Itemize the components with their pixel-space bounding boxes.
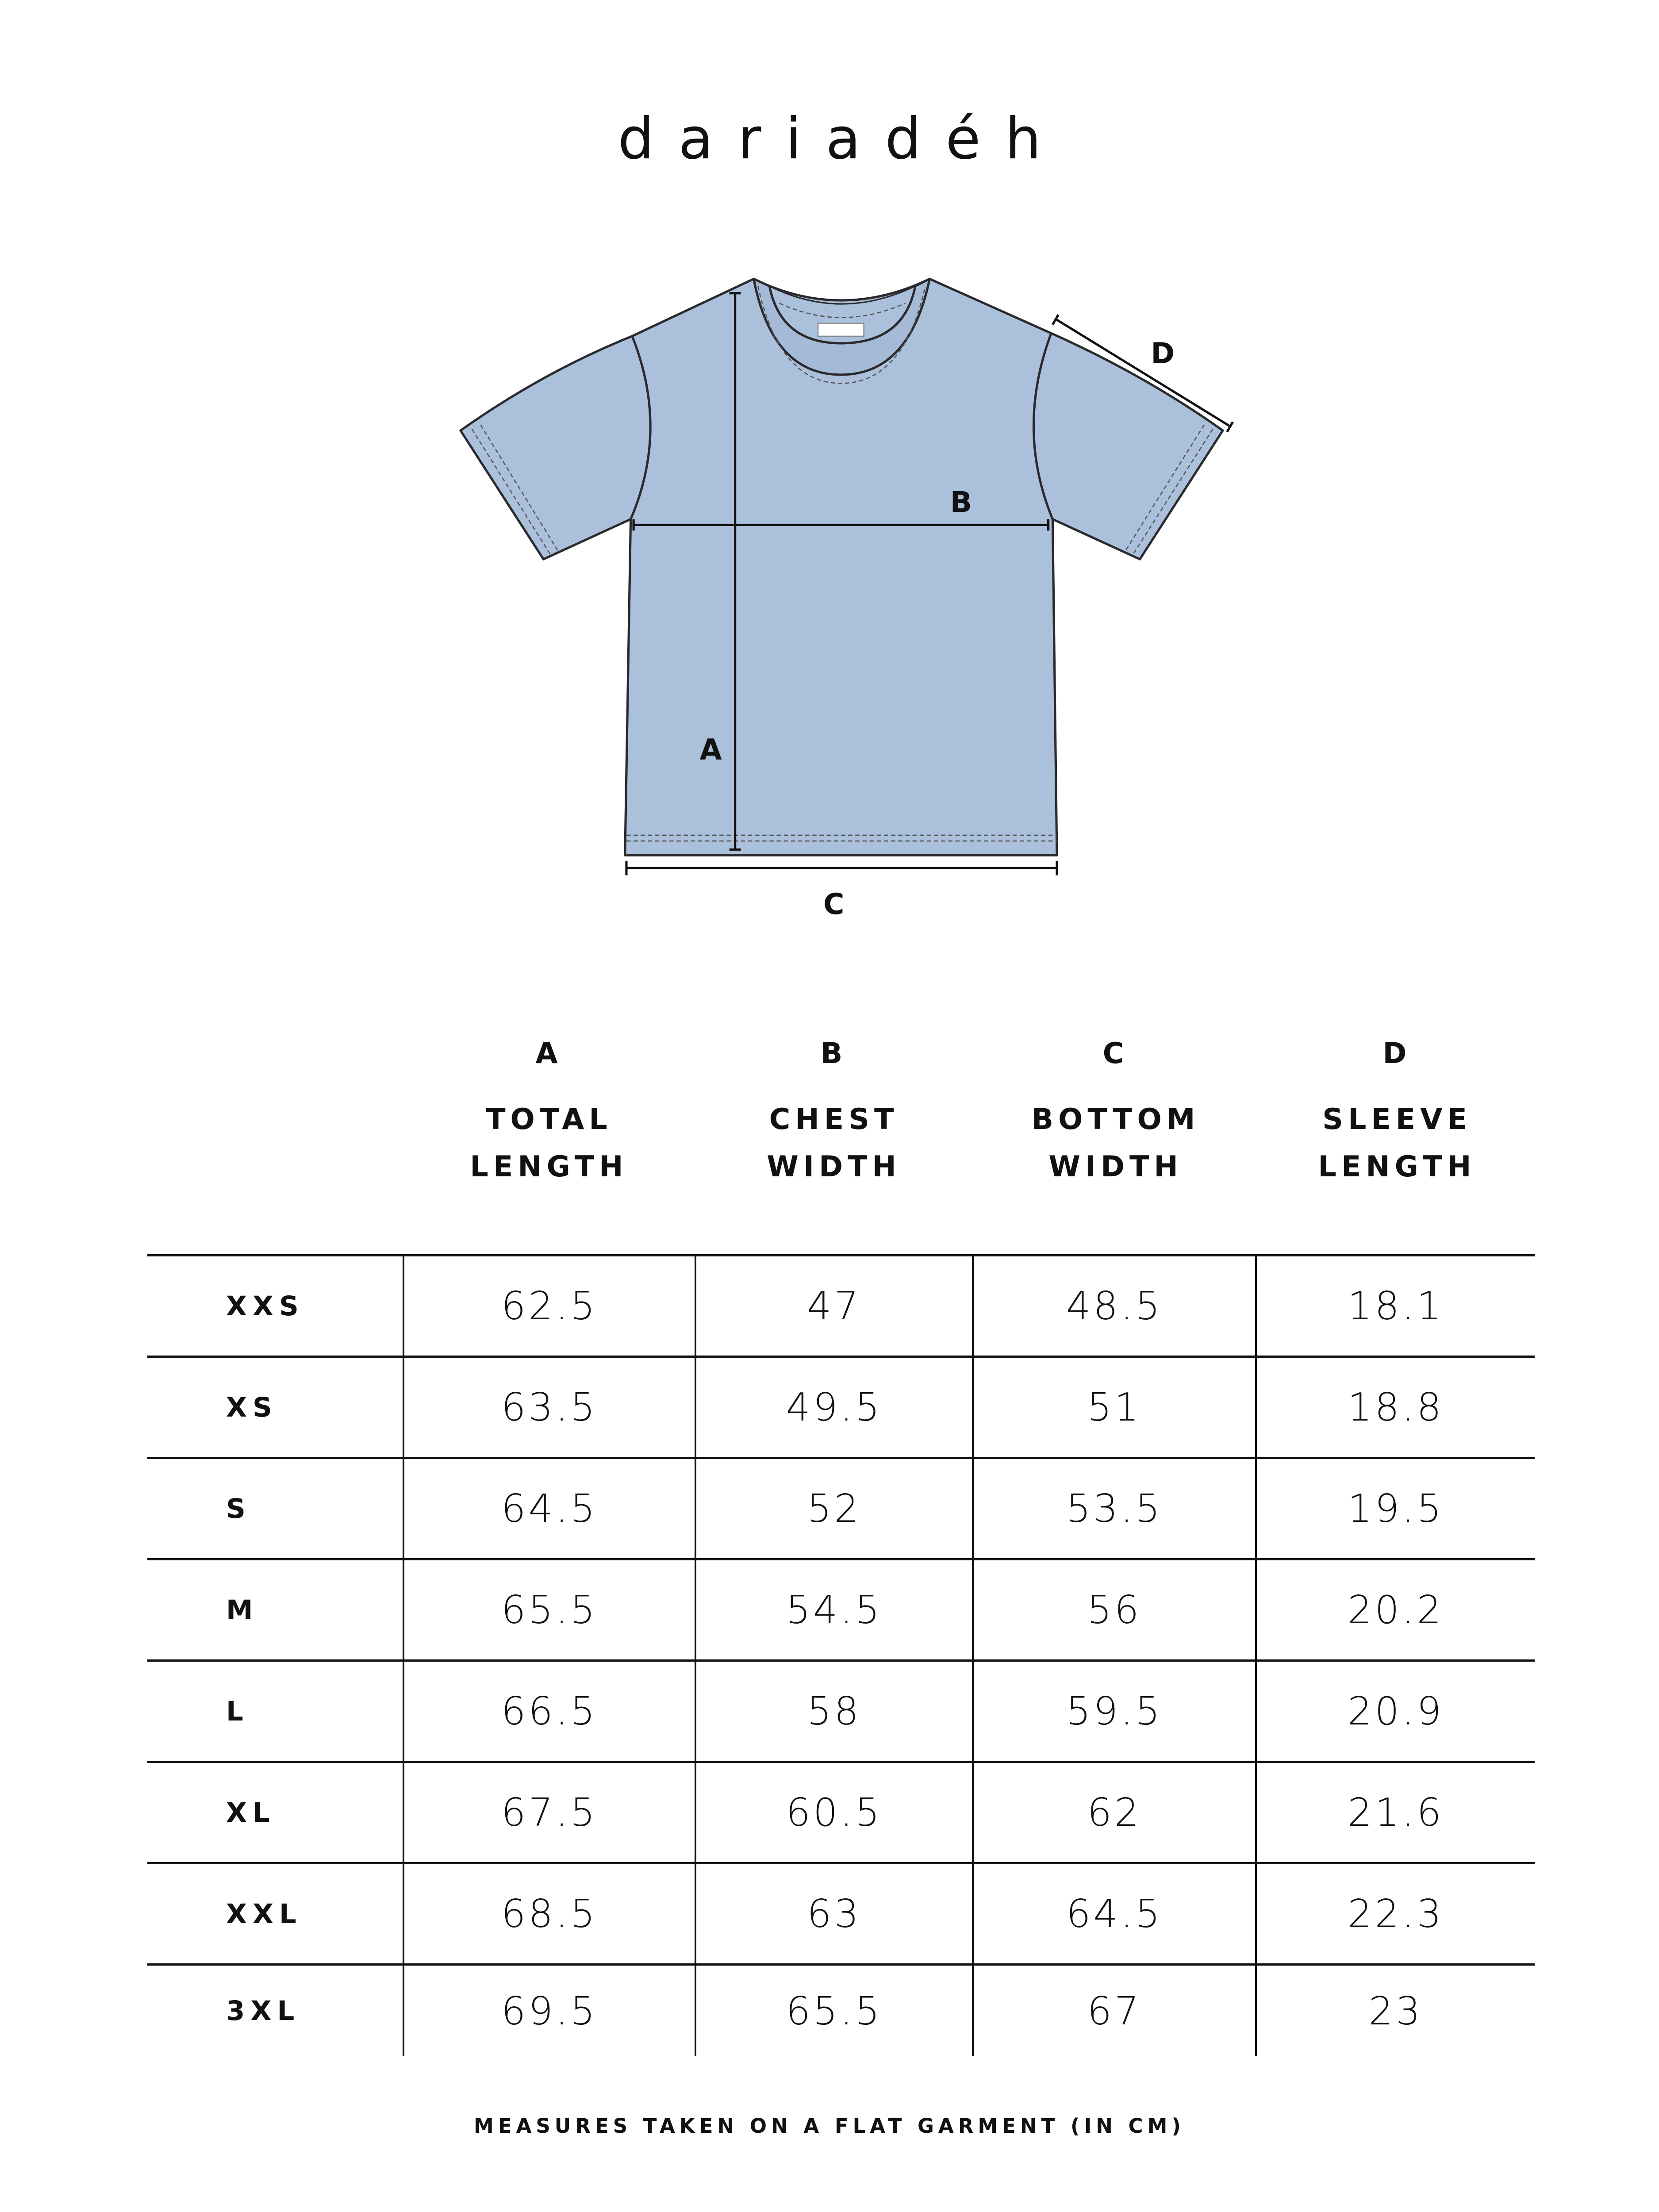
table-row [147,1458,1535,1559]
column-header [405,1030,693,1190]
measurement-cell: 59.5 [973,1661,1256,1762]
size-label: M [147,1559,403,1661]
size-label: 3XL [147,1965,403,2057]
measurement-cell: 18.1 [1256,1256,1535,1357]
measurement-cell: 18.8 [1256,1357,1535,1458]
tshirt-diagram [0,0,1659,1001]
measurement-cell: 53.5 [973,1458,1256,1559]
table-row [147,1863,1535,1965]
table-row [147,1357,1535,1458]
table-row [147,1661,1535,1762]
column-letter: C [1102,1037,1129,1070]
measurement-cell: 60.5 [695,1762,973,1863]
measurement-cell: 22.3 [1256,1863,1535,1965]
column-letter: B [820,1037,848,1070]
size-label: XL [147,1762,403,1863]
right-sleeve [1033,333,1223,559]
brand-logo: dariadéh [618,106,1066,172]
column-header [1253,1030,1541,1190]
left-sleeve [461,336,650,559]
measurement-cell: 48.5 [973,1256,1256,1357]
size-label: L [147,1661,403,1762]
measurement-cell: 68.5 [403,1863,695,1965]
column-title-line2: WIDTH [1048,1150,1183,1183]
measurement-cell: 67 [973,1965,1256,2057]
measurement-cell: 19.5 [1256,1458,1535,1559]
measurement-cell: 23 [1256,1965,1535,2057]
column-header [972,1030,1260,1190]
measurement-cell: 51 [973,1357,1256,1458]
label-b: B [950,486,972,519]
column-title-line2: LENGTH [470,1150,628,1183]
column-title-line1: TOTAL [486,1103,612,1136]
label-d: D [1151,337,1175,371]
measurement-cell: 69.5 [403,1965,695,2057]
measurement-cell: 67.5 [403,1762,695,1863]
column-title-line2: WIDTH [767,1150,901,1183]
size-label: XS [147,1357,403,1458]
measurement-cell: 21.6 [1256,1762,1535,1863]
measurement-cell: 63 [695,1863,973,1965]
neck-tag [818,323,864,336]
table-row [147,1762,1535,1863]
measurement-cell: 52 [695,1458,973,1559]
measurement-cell: 20.2 [1256,1559,1535,1661]
measurement-cell: 62.5 [403,1256,695,1357]
table-row [147,1965,1535,2057]
measurement-cell: 65.5 [403,1559,695,1661]
measurement-cell: 54.5 [695,1559,973,1661]
measurement-cell: 20.9 [1256,1661,1535,1762]
size-label: XXS [147,1256,403,1357]
measurement-cell: 64.5 [973,1863,1256,1965]
measurement-cell: 63.5 [403,1357,695,1458]
column-title-line1: SLEEVE [1322,1103,1472,1136]
column-letter: A [535,1037,563,1070]
size-table [147,1254,1535,2056]
size-label: S [147,1458,403,1559]
column-title-line1: BOTTOM [1031,1103,1200,1136]
column-title-line2: LENGTH [1318,1150,1476,1183]
tshirt-illustration [461,279,1223,855]
column-letter: D [1382,1037,1412,1070]
label-c: C [823,887,845,921]
measurement-cell: 47 [695,1256,973,1357]
table-row [147,1559,1535,1661]
measurement-cell: 64.5 [403,1458,695,1559]
label-a: A [699,733,722,767]
measurement-cell: 56 [973,1559,1256,1661]
measurement-cell: 65.5 [695,1965,973,2057]
size-label: XXL [147,1863,403,1965]
table-row [147,1256,1535,1357]
footer-note: MEASURES TAKEN ON A FLAT GARMENT (IN CM) [474,2114,1185,2138]
measurement-cell: 58 [695,1661,973,1762]
measurement-cell: 62 [973,1762,1256,1863]
column-header [690,1030,978,1190]
measurement-cell: 49.5 [695,1357,973,1458]
column-title-line1: CHEST [769,1103,899,1136]
measurement-cell: 66.5 [403,1661,695,1762]
